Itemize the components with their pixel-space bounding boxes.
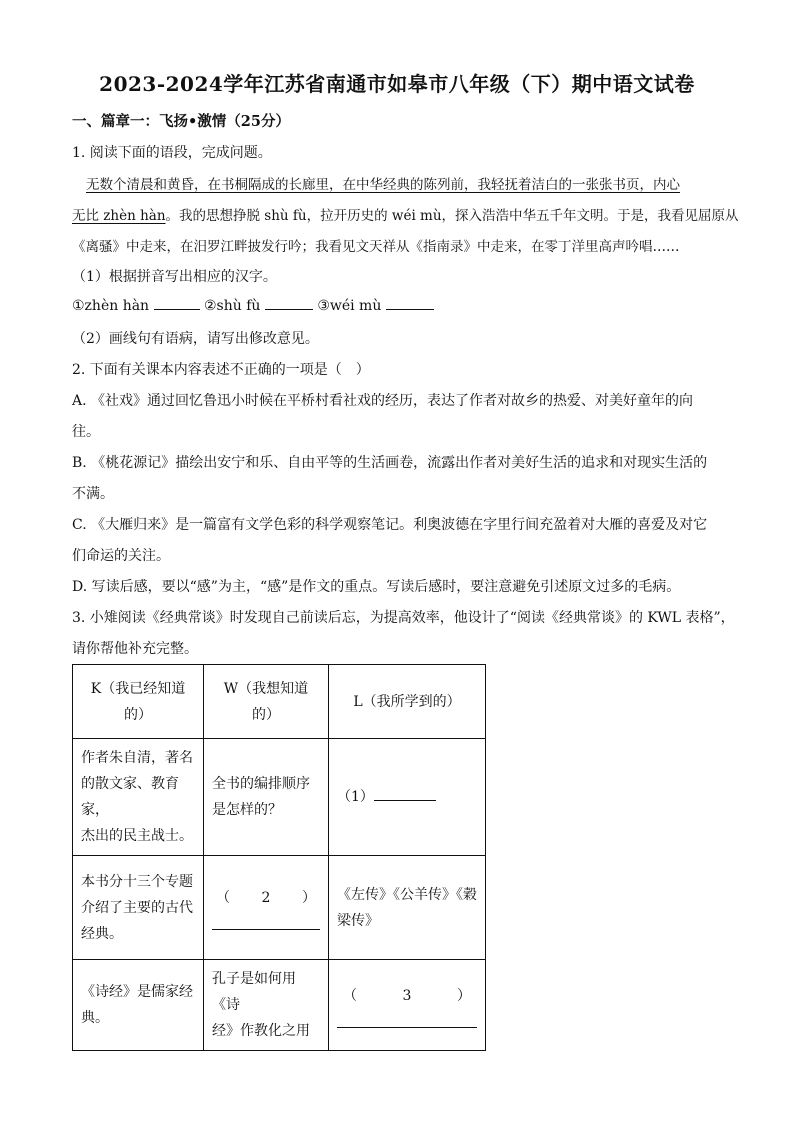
q2-option-c: C. 《大雁归来》是一篇富有文学色彩的科学观察笔记。利奥波德在字里行间充盈着对大雁的喜爱及对它 [72,517,708,533]
q2-option-a-cont: 往。 [72,424,100,440]
row1-k [73,739,204,856]
row3-k [73,960,204,1051]
row3-w [204,960,329,1051]
answer-blank-table-2[interactable] [212,915,320,930]
cell-text: 杰出的民主战士。 [81,828,193,844]
q1-sub1: （1）根据拼音写出相应的汉字。 [72,269,277,285]
row1-l [329,739,486,856]
passage-text: 。我的思想挣脱 shù fù，拉开历史的 wéi mù，探入浩浩中华五千年文明。于是，我看见屈原从 [165,208,739,224]
row1-w [204,739,329,856]
table-row [73,739,486,856]
table-row [73,960,486,1051]
cell-text: 孔子是如何用《诗 [212,971,296,1013]
paren-close: ） [456,987,471,1004]
pinyin-label-3: ③wéi mù [317,298,382,314]
q2-option-a: A. 《社戏》通过回忆鲁迅小时候在平桥村看社戏的经历，表达了作者对故乡的热爱、对美好童年的向 [72,393,694,409]
cell-text: 《诗经》是儒家经 [81,984,193,1000]
paren-close: ） [301,890,316,906]
q1-stem: 1. 阅读下面的语段，完成问题。 [72,145,272,161]
blank-number: 2 [261,890,271,906]
header-k [73,665,204,739]
row2-l [329,856,486,960]
q1-pinyin-row [72,297,434,314]
cell-text: 作者朱自清，著名 [81,750,193,766]
paren-open: （ [216,890,230,906]
paren-open: （ [343,987,357,1004]
q2-stem: 2. 下面有关课本内容表述不正确的一项是（ ） [72,362,370,378]
header-k-line1: K（我已经知道 [90,680,186,697]
table-row [73,856,486,960]
cell-text: （1） [337,789,374,805]
table-header-row [73,665,486,739]
q3-stem: 3. 小雉阅读《经典常谈》时发现自己前读后忘，为提高效率，他设计了“阅读《经典常谈》的 KWL 表格”， [72,610,735,626]
row2-k [73,856,204,960]
q1-passage-line-1 [86,173,680,193]
cell-text [337,983,477,1009]
q2-option-b: B. 《桃花源记》描绘出安宁和乐、自由平等的生活画卷，流露出作者对美好生活的追求和对现实生活的 [72,455,708,471]
header-w-line2: 的） [252,706,280,723]
answer-blank-table-1[interactable] [374,788,436,801]
page-title: 2023-2024学年江苏省南通市如皋市八年级（下）期中语文试卷 [99,72,695,96]
header-w-line1: W（我想知道 [223,680,309,697]
pinyin-label-1: ①zhèn hàn [72,298,150,314]
cell-text: 经典。 [81,925,123,942]
answer-blank-3[interactable] [386,297,434,310]
kwl-table [72,664,486,1051]
q2-option-c-cont: 们命运的关注。 [72,548,170,564]
answer-blank-2[interactable] [265,297,313,310]
header-k-line2: 的） [124,706,152,723]
cell-text: 经》作教化之用 [212,1023,310,1039]
q3-stem-cont: 请你帮他补充完整。 [72,641,198,657]
cell-text: 梁传》 [337,912,379,929]
cell-text: 的散文家、教育家， [81,776,179,818]
blank-number: 3 [402,987,412,1004]
cell-text: 介绍了主要的古代 [81,899,193,916]
cell-text: 全书的编排顺序 [212,776,310,792]
q1-sub2: （2）画线句有语病，请写出修改意见。 [72,331,319,347]
underlined-sentence-end: 无比 zhèn hàn [72,208,166,224]
section-heading: 一、篇章一：飞扬•激情（25分） [72,113,290,130]
q2-option-d: D. 写读后感，要以“感”为主，“感”是作文的重点。写读后感时，要注意避免引述原文过多的毛病。 [72,579,681,595]
answer-blank-table-3[interactable] [337,1013,477,1028]
q2-option-b-cont: 不满。 [72,486,114,502]
q1-passage-line-2 [72,204,739,224]
answer-blank-1[interactable] [154,297,200,310]
cell-text: 典。 [81,1010,109,1026]
q1-passage-line-3: 《离骚》中走来，在汨罗江畔披发行吟；我看见文天祥从《指南录》中走来，在零丁洋里高声吟唱…… [72,239,680,255]
underlined-sentence: 无数个清晨和黄昏，在书桐隔成的长廊里，在中华经典的陈列前，我轻抚着洁白的一张张书页，内心 [86,177,680,193]
pinyin-label-2: ②shù fù [203,298,261,314]
cell-text [212,885,320,911]
cell-text: 本书分十三个专题 [81,873,193,890]
row3-l [329,960,486,1051]
header-w [204,665,329,739]
cell-text: 是怎样的？ [212,802,282,818]
cell-text: 《左传》《公羊传》《穀 [337,886,477,903]
row2-w [204,856,329,960]
header-l: L（我所学到的） [329,665,486,739]
